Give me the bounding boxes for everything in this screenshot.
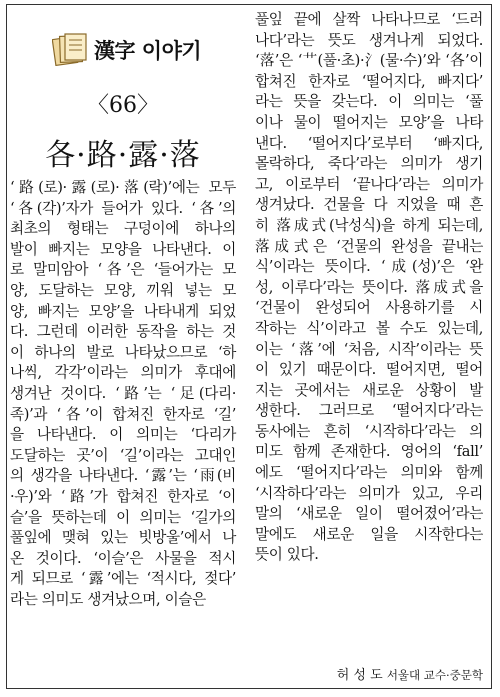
- text-line: ·우)’와 ‘路’가 합쳐진 한자로 ‘이: [10, 487, 236, 505]
- text-line: 동사에는 흔히 ‘시작하다’라는 의: [255, 422, 483, 440]
- text-line: 성, 이루다’라는 뜻이다. 落成式을: [255, 278, 483, 296]
- text-line: 풀잎에 맺혀 있는 빗방울’에서 나: [10, 529, 236, 547]
- scroll-book-icon: [52, 32, 88, 66]
- text-line: 히 落成式(낙성식)을 하게 되는데,: [255, 216, 483, 234]
- text-line: 다. 그런데 이러한 동작을 하는 것: [10, 323, 236, 341]
- author-affiliation: 서울대 교수·중문학: [386, 668, 483, 682]
- text-line: 낸다. ‘떨어지다’로부터 ‘빠지다,: [255, 134, 483, 152]
- text-line: 말의 ‘새로운 일이 떨어졌어’라는: [255, 505, 483, 523]
- text-line: ‘落’은 ‘艹(풀·초)·氵(물·수)’와 ‘各’이: [255, 52, 483, 70]
- text-line: 몰락하다, 죽다’라는 의미가 생기: [255, 155, 483, 173]
- text-line: 落成式은 ‘건물의 완성을 끝내는: [255, 237, 483, 255]
- text-line: 이 하나의 발로 나타났으므로 ‘하: [10, 343, 236, 361]
- text-line: 생겨났다. 건물을 다 지었을 때 흔: [255, 196, 483, 214]
- text-line: 이 있기 때문이다. 떨어지면, 떨어: [255, 361, 483, 379]
- text-line: 에도 ‘떨어지다’라는 의미와 함께: [255, 464, 483, 482]
- text-line: 게 되므로 ‘露’에는 ‘적시다, 젖다’: [10, 570, 236, 588]
- text-line: 의 생각을 나타낸다. ‘露’는 ‘雨(비: [10, 467, 236, 485]
- text-line: 최초의 형태는 구덩이에 하나의: [10, 220, 236, 238]
- right-column: [255, 10, 483, 566]
- text-line: 지는 곳에서는 새로운 상황이 발: [255, 381, 483, 399]
- article-header: [10, 10, 236, 178]
- text-line: 슬’을 뜻하는데 이 의미는 ‘길가의: [10, 508, 236, 526]
- text-line: ‘건물이 완성되어 사용하기를 시: [255, 299, 483, 317]
- article-title: 各·路·露·落: [45, 138, 201, 173]
- text-line: 족)’과 ‘各’이 합쳐진 한자로 ‘길’: [10, 405, 236, 423]
- text-line: 발이 빠지는 모양을 나타낸다. 이: [10, 240, 236, 258]
- byline: [255, 664, 483, 683]
- text-line: 뜻이 있다.: [255, 546, 319, 564]
- text-line: 식’이라는 뜻이다. ‘成(성)’은 ‘완: [255, 258, 483, 276]
- issue-number: 〈66〉: [87, 93, 159, 118]
- text-line: 도달하는 곳’이 ‘길’이라는 고대인: [10, 446, 236, 464]
- text-line: 말에도 새로운 일을 시작한다는: [255, 525, 483, 543]
- article-body-right: [255, 10, 483, 566]
- text-line: 고, 이로부터 ‘끝나다’라는 의미가: [255, 175, 483, 193]
- text-line: 라는 뜻을 갖는다. 이 의미는 ‘풀: [255, 93, 483, 111]
- text-line: 미도 함께 존재한다. 영어의 ‘fall’: [255, 443, 483, 461]
- text-line: 나다’라는 뜻도 생겨나게 되었다.: [255, 31, 483, 49]
- series-title: 漢字 이야기: [94, 39, 202, 63]
- text-line: 양, 도달하는 모양, 끼워 넣는 모: [10, 281, 236, 299]
- text-line: 이나 물이 떨어지는 모양’을 나타: [255, 113, 483, 131]
- left-column: [10, 10, 236, 610]
- text-line: 합쳐진 한자로 ‘떨어지다, 빠지다’: [255, 72, 483, 90]
- text-line: 풀잎 끝에 살짝 나타나므로 ‘드러: [255, 11, 483, 28]
- article-body-left: [10, 178, 236, 610]
- text-line: 이는 ‘落’에 ‘처음, 시작’이라는 뜻: [255, 340, 483, 358]
- text-line: 라는 의미도 생겨났으며, 이슬은: [10, 590, 206, 608]
- text-line: 온 것이다. ‘이슬’은 사물을 적시: [10, 549, 236, 567]
- text-line: ‘시작하다’라는 의미가 있고, 우리: [255, 484, 483, 502]
- author-name: 허 성 도: [336, 668, 383, 683]
- text-line: 로 말미암아 ‘各’은 ‘들어가는 모: [10, 261, 236, 279]
- text-line: ‘各(각)’자가 들어가 있다. ‘各’의: [10, 199, 236, 217]
- text-line: 생겨난 것이다. ‘路’는 ‘足(다리·: [10, 384, 236, 402]
- text-line: 나씩, 각각’이라는 의미가 후대에: [10, 364, 236, 382]
- text-line: 작하는 식’이라고 볼 수도 있는데,: [255, 319, 483, 337]
- text-line: 을 나타낸다. 이 의미는 ‘다리가: [10, 426, 236, 444]
- text-line: 생한다. 그러므로 ‘떨어지다’라는: [255, 402, 483, 420]
- text-line: 양, 빠지는 모양’을 나타내게 되었: [10, 302, 236, 320]
- text-line: ‘路(로)·露(로)·落(락)’에는 모두: [10, 179, 236, 196]
